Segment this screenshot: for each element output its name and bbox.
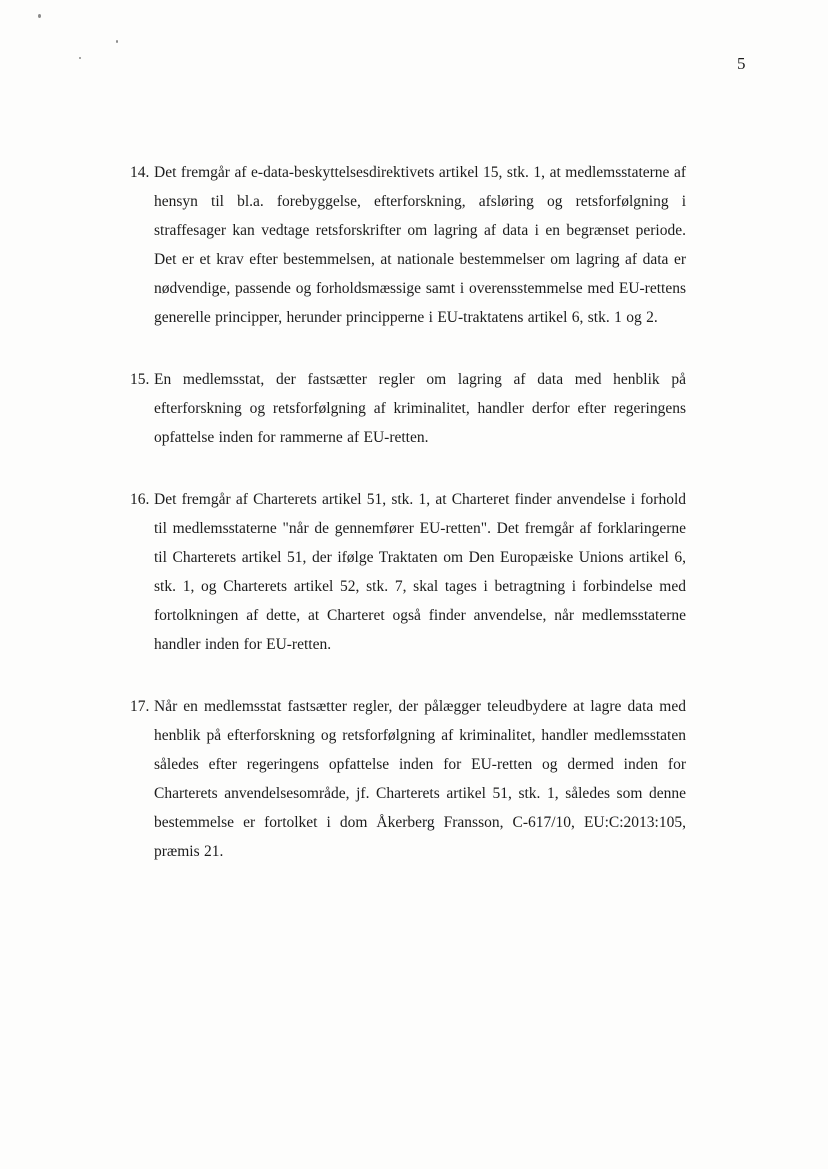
paragraph — [130, 365, 686, 452]
paragraph — [130, 485, 686, 659]
paragraph — [130, 158, 686, 332]
scan-speck — [38, 14, 41, 18]
scan-speck — [79, 57, 81, 59]
paragraph-text: Det fremgår af Charterets artikel 51, stk. 1, at Charteret finder anvendelse i forhold til medlemsstaterne "når de gennemfører EU-retten". Det fremgår af forklaringerne til Charterets artikel 51, der ifølge Traktaten om Den Europæiske Unions artikel 6, stk. 1, og Charterets artikel 52, stk. 7, skal tages i betragtning i forbindelse med fortolkningen af dette, at Charteret også finder anvendelse, når medlemsstaterne handler inden for EU-retten. — [154, 491, 686, 653]
paragraph-number: 16. — [130, 491, 150, 508]
page-number: 5 — [737, 54, 746, 73]
paragraph-text: Det fremgår af e-data-beskyttelsesdirektivets artikel 15, stk. 1, at medlemsstaterne af hensyn til bl.a. forebyggelse, efterforskning, afsløring og retsforfølgning i straffesager kan vedtage retsforskrifter om lagring af data i en begrænset periode. Det er et krav efter bestemmelsen, at nationale bestemmelser om lagring af data er nødvendige, passende og forholdsmæssige samt i overensstemmelse med EU-rettens generelle principper, herunder principperne i EU-traktatens artikel 6, stk. 1 og 2. — [154, 164, 686, 326]
paragraph-text: En medlemsstat, der fastsætter regler om lagring af data med henblik på efterforskning og retsforfølgning af kriminalitet, handler derfor efter regeringens opfattelse inden for rammerne af EU-retten. — [154, 371, 686, 446]
paragraph-number: 15. — [130, 371, 150, 388]
paragraph-number: 17. — [130, 698, 150, 715]
paragraph-text: Når en medlemsstat fastsætter regler, der pålægger teleudbydere at lagre data med henblik på efterforskning og retsforfølgning af kriminalitet, handler medlemsstaten således efter regeringens opfattelse inden for EU-retten og dermed inden for Charterets anvendelsesområde, jf. Charterets artikel 51, stk. 1, således som denne bestemmelse er fortolket i dom Åkerberg Fransson, C-617/10, EU:C:2013:105, præmis 21. — [154, 698, 686, 860]
scan-speck — [116, 40, 118, 43]
paragraph — [130, 692, 686, 866]
document-body — [130, 158, 686, 899]
paragraph-number: 14. — [130, 164, 150, 181]
